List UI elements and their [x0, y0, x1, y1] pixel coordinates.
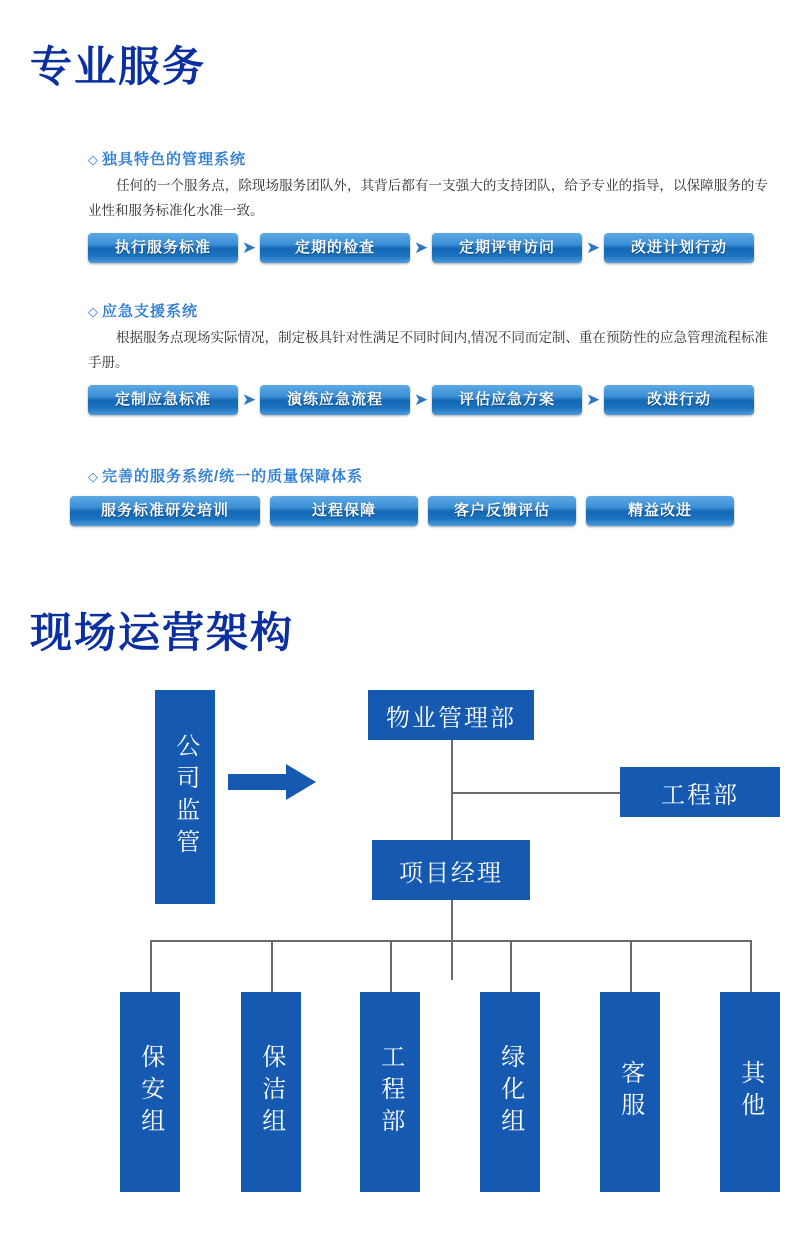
connector-line — [510, 940, 512, 992]
org-box-team-2[interactable]: 工程部 — [360, 992, 420, 1192]
arrow-icon: ➤ — [585, 390, 601, 409]
connector-line — [150, 940, 752, 942]
connector-line — [150, 940, 152, 992]
flow-step[interactable]: 定制应急标准 — [88, 385, 238, 415]
org-box-team-5[interactable]: 其他 — [720, 992, 780, 1192]
arrow-icon: ➤ — [585, 238, 601, 257]
flow-step[interactable]: 评估应急方案 — [432, 385, 582, 415]
flow-step[interactable]: 执行服务标准 — [88, 233, 238, 263]
flow-row-2 — [88, 385, 768, 415]
flow-row-3 — [70, 496, 770, 526]
diamond-icon: ◇ — [88, 152, 99, 167]
service-block-3 — [70, 465, 770, 540]
org-box-property-dept[interactable]: 物业管理部 — [368, 690, 534, 740]
arrow-icon: ➤ — [413, 390, 429, 409]
flow-step[interactable]: 精益改进 — [586, 496, 734, 526]
flow-step[interactable]: 客户反馈评估 — [428, 496, 576, 526]
flow-step[interactable]: 演练应急流程 — [260, 385, 410, 415]
org-box-engineering-side[interactable]: 工程部 — [620, 767, 780, 817]
service-heading-2: ◇ 应急支援系统 — [88, 303, 199, 320]
flow-step[interactable]: 服务标准研发培训 — [70, 496, 260, 526]
service-heading-3: ◇ 完善的服务系统/统一的质量保障体系 — [88, 468, 364, 485]
service-block-2 — [88, 300, 768, 429]
connector-line — [271, 940, 273, 992]
flow-step[interactable]: 定期的检查 — [260, 233, 410, 263]
page-title-org: 现场运营架构 — [30, 608, 295, 657]
page-title-services: 专业服务 — [30, 42, 207, 91]
diamond-icon: ◇ — [88, 304, 99, 319]
connector-line — [390, 940, 392, 992]
service-paragraph-2: 根据服务点现场实际情况，制定极具针对性满足不同时间内,情况不同而定制、重在预防性的应急管理流程标准手册。 — [88, 330, 768, 370]
flow-row-1 — [88, 233, 768, 263]
flow-step[interactable]: 改进行动 — [604, 385, 754, 415]
org-box-team-4[interactable]: 客服 — [600, 992, 660, 1192]
org-box-team-3[interactable]: 绿化组 — [480, 992, 540, 1192]
flow-step[interactable]: 改进计划行动 — [604, 233, 754, 263]
org-box-team-0[interactable]: 保安组 — [120, 992, 180, 1192]
service-paragraph-1: 任何的一个服务点，除现场服务团队外，其背后都有一支强大的支持团队，给予专业的指导，以保障服务的专业性和服务标准化水准一致。 — [88, 178, 768, 218]
connector-line — [451, 792, 621, 794]
connector-line — [750, 940, 752, 992]
diamond-icon: ◇ — [88, 469, 99, 484]
flow-step[interactable]: 过程保障 — [270, 496, 418, 526]
arrow-icon: ➤ — [241, 390, 257, 409]
connector-line — [451, 740, 453, 794]
flow-step[interactable]: 定期评审访问 — [432, 233, 582, 263]
arrow-icon: ➤ — [241, 238, 257, 257]
org-box-project-manager[interactable]: 项目经理 — [372, 840, 530, 900]
org-chart — [0, 672, 800, 1212]
right-arrow-icon — [228, 762, 318, 802]
org-box-team-1[interactable]: 保洁组 — [241, 992, 301, 1192]
service-block-1 — [88, 148, 768, 277]
org-box-supervisor[interactable]: 公司监管 — [155, 690, 215, 904]
service-heading-1: ◇ 独具特色的管理系统 — [88, 151, 247, 168]
arrow-icon: ➤ — [413, 238, 429, 257]
connector-line — [630, 940, 632, 992]
